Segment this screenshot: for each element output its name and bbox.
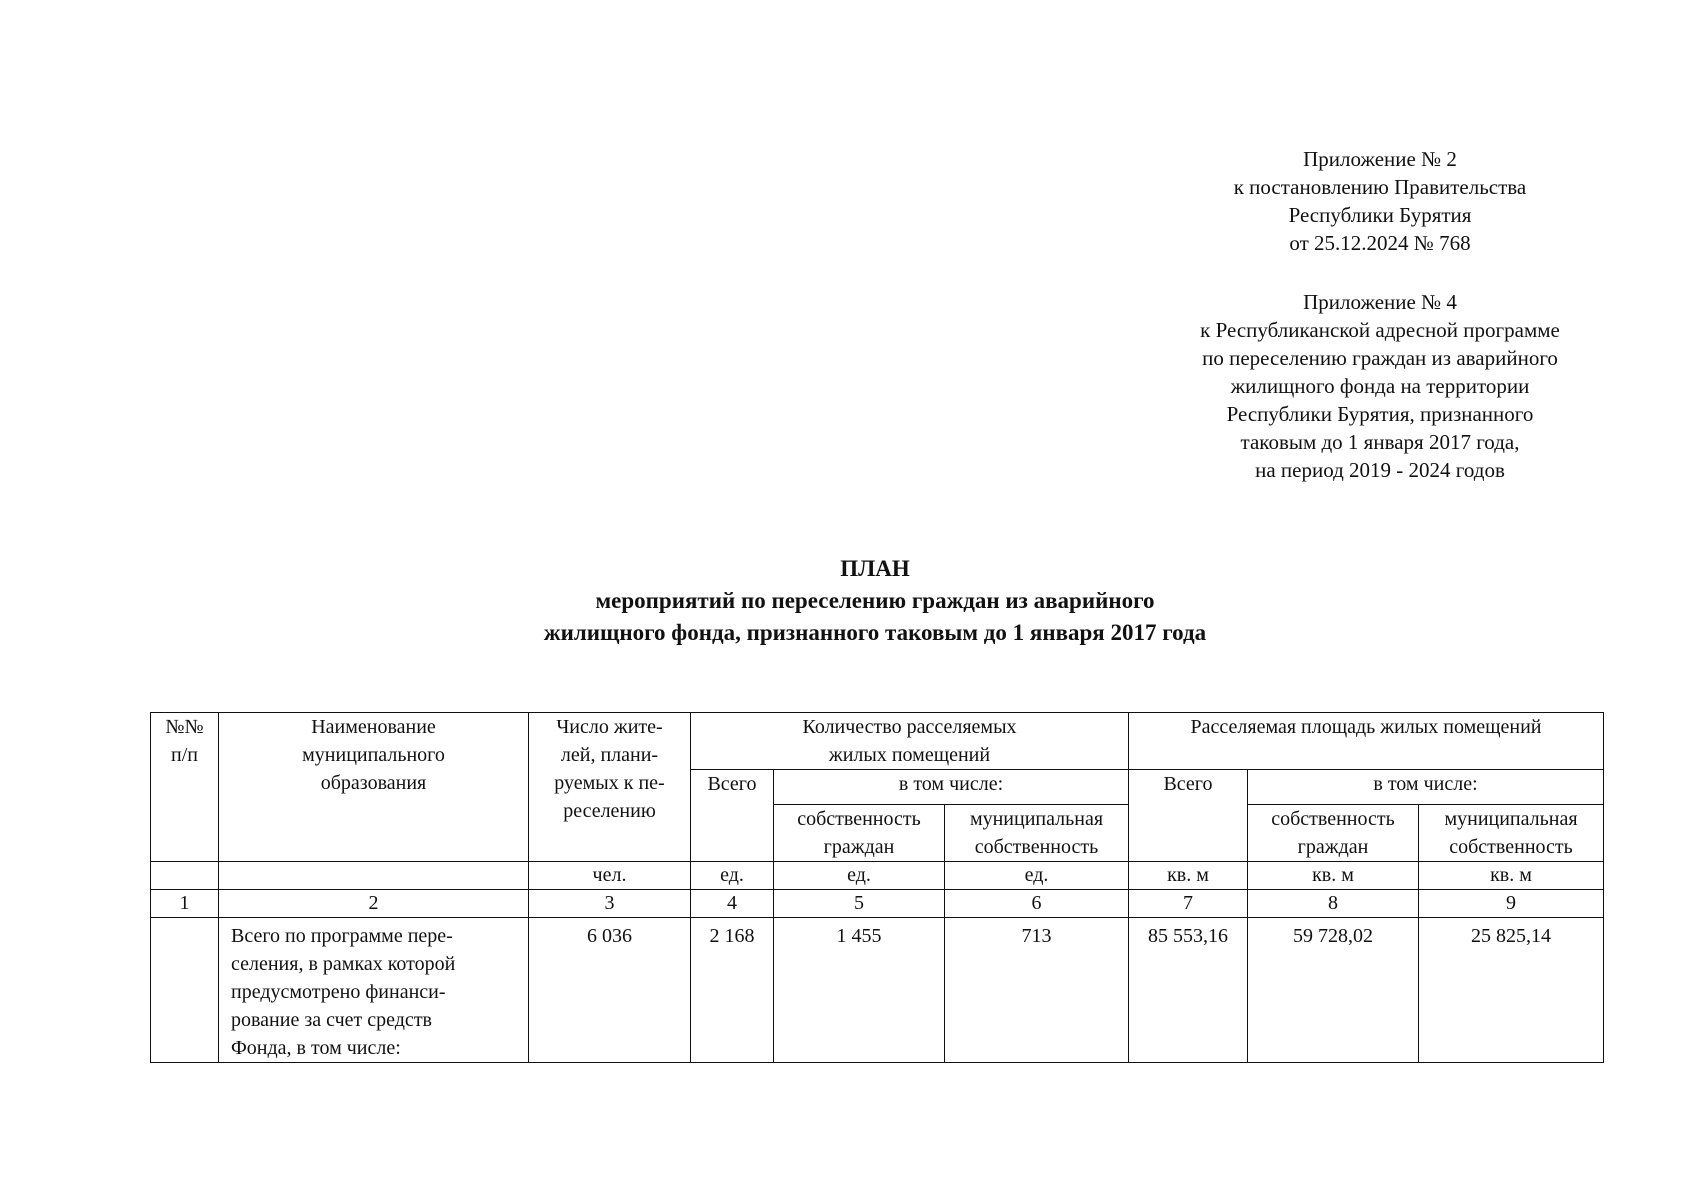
appendix-2-header <box>1150 145 1610 257</box>
header-premises-municipal: муниципальная собственность <box>945 805 1129 862</box>
appendix-2-line: от 25.12.2024 № 768 <box>1289 231 1471 255</box>
appendix-4-header <box>1150 288 1610 484</box>
unit-cell: ед. <box>774 862 945 890</box>
header-premises-private: собственность граждан <box>774 805 945 862</box>
row-premises-total: 2 168 <box>691 918 774 1063</box>
appendix-4-line: к Республиканской адресной программе <box>1200 318 1560 342</box>
header-residents: Число жите- лей, плани- руемых к пе- реселению <box>529 713 691 862</box>
appendix-4-line: по переселению граждан из аварийного <box>1202 346 1558 370</box>
header-name: Наименование муниципального образования <box>219 713 529 862</box>
appendix-4-line: Приложение № 4 <box>1303 290 1457 314</box>
unit-cell: кв. м <box>1129 862 1248 890</box>
row-premises-private: 1 455 <box>774 918 945 1063</box>
row-num <box>151 918 219 1063</box>
document-title <box>0 553 1698 649</box>
unit-cell <box>151 862 219 890</box>
row-premises-municipal: 713 <box>945 918 1129 1063</box>
appendix-2-line: Республики Бурятия <box>1288 203 1472 227</box>
appendix-4-line: на период 2019 - 2024 годов <box>1255 458 1505 482</box>
column-number-row <box>151 890 1604 918</box>
plan-table <box>150 712 1604 1063</box>
header-area-group: Расселяемая площадь жилых помещений <box>1129 713 1604 770</box>
title-line: жилищного фонда, признанного таковым до 1 января 2017 года <box>543 620 1207 645</box>
appendix-4-line: таковым до 1 января 2017 года, <box>1240 430 1520 454</box>
units-row <box>151 862 1604 890</box>
column-number: 4 <box>691 890 774 918</box>
column-number: 9 <box>1419 890 1604 918</box>
header-premises-including: в том числе: <box>774 770 1129 805</box>
header-area-total: Всего <box>1129 770 1248 862</box>
header-row <box>151 713 1604 770</box>
title-heading: ПЛАН <box>840 556 910 581</box>
appendix-2-line: Приложение № 2 <box>1303 147 1457 171</box>
column-number: 7 <box>1129 890 1248 918</box>
header-premises-total: Всего <box>691 770 774 862</box>
header-num: №№ п/п <box>151 713 219 862</box>
header-premises-group: Количество расселяемых жилых помещений <box>691 713 1129 770</box>
column-number: 5 <box>774 890 945 918</box>
column-number: 2 <box>219 890 529 918</box>
row-area-municipal: 25 825,14 <box>1419 918 1604 1063</box>
header-area-municipal: муниципальная собственность <box>1419 805 1604 862</box>
column-number: 1 <box>151 890 219 918</box>
header-area-private: собственность граждан <box>1248 805 1419 862</box>
column-number: 8 <box>1248 890 1419 918</box>
row-area-private: 59 728,02 <box>1248 918 1419 1063</box>
row-name: Всего по программе пере- селения, в рамках которой предусмотрено финанси- рование за счет средств Фонда, в том числе: <box>219 918 529 1063</box>
row-residents: 6 036 <box>529 918 691 1063</box>
table-row <box>151 918 1604 1063</box>
unit-cell: чел. <box>529 862 691 890</box>
row-area-total: 85 553,16 <box>1129 918 1248 1063</box>
unit-cell: ед. <box>945 862 1129 890</box>
unit-cell: кв. м <box>1419 862 1604 890</box>
header-area-including: в том числе: <box>1248 770 1604 805</box>
unit-cell: ед. <box>691 862 774 890</box>
appendix-4-line: жилищного фонда на территории <box>1230 374 1530 398</box>
unit-cell: кв. м <box>1248 862 1419 890</box>
column-number: 3 <box>529 890 691 918</box>
title-line: мероприятий по переселению граждан из аварийного <box>595 588 1155 613</box>
column-number: 6 <box>945 890 1129 918</box>
unit-cell <box>219 862 529 890</box>
appendix-2-line: к постановлению Правительства <box>1233 175 1527 199</box>
appendix-4-line: Республики Бурятия, признанного <box>1226 402 1534 426</box>
